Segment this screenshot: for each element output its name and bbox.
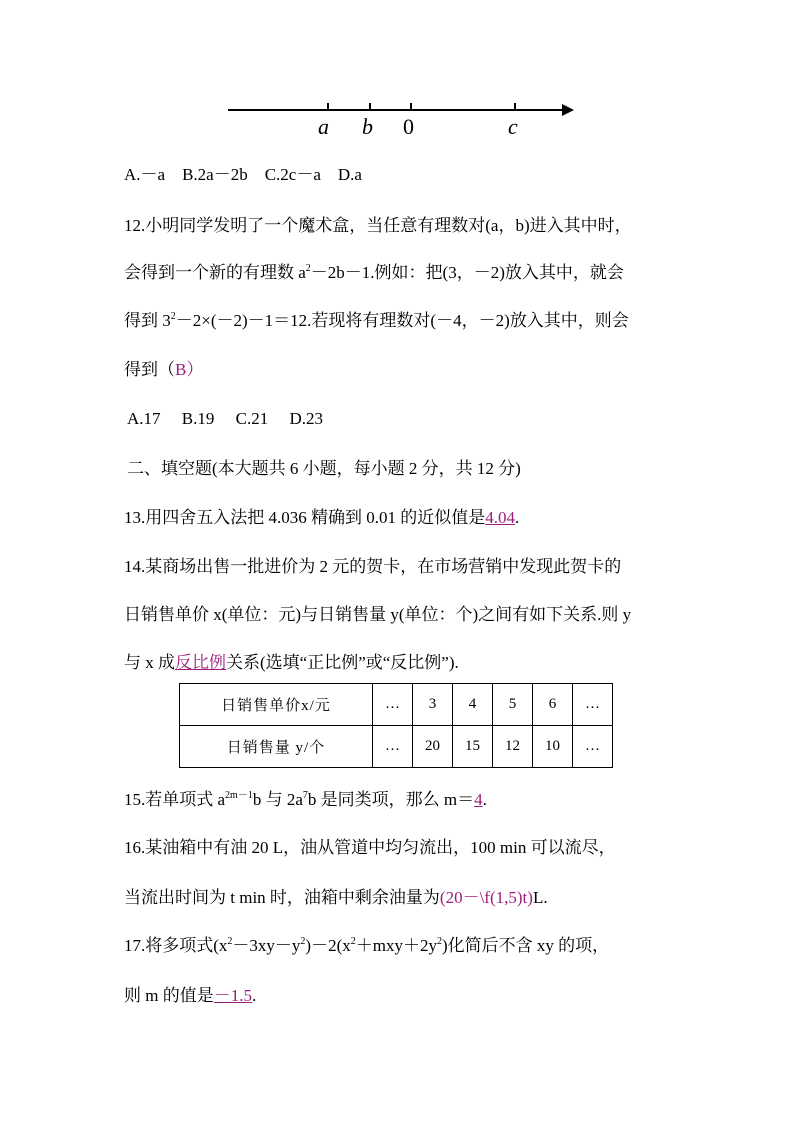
q15-sup2: 7 [302,790,308,801]
section2-heading: 二、填空题(本大题共 6 小题，每小题 2 分，共 12 分) [127,459,521,478]
table-cell: 5 [493,684,533,726]
q12-line3-pre: 得到 3 [124,311,171,330]
q13-post: . [515,508,520,527]
q17-sup-a: 2 [227,936,233,947]
number-line [0,0,794,150]
q12-line1: 12.小明同学发明了一个魔术盒，当任意有理数对(a，b)进入其中时， [124,216,632,235]
price-sales-table [179,683,613,768]
row-header-price: 日销售单价x/元 [180,684,373,726]
number-line-arrow [562,104,574,116]
table-row [180,684,613,726]
table-cell: 15 [453,726,493,768]
q12-line4-post: ） [186,360,204,379]
table-cell: 20 [413,726,453,768]
q17-line1 [124,931,609,956]
q17-part-d: ＋mxy＋2y [355,936,437,955]
q14-line3-post: 关系(选填“正比例”或“反比例”). [226,653,459,672]
q15-mid2: b 是同类项，那么 m＝ [307,790,475,809]
q16-line1: 16.某油箱中有油 20 L，油从管道中均匀流出，100 min 可以流尽， [124,838,616,857]
q15-sup1: 2m－1 [225,790,253,801]
label-b: b [362,114,373,139]
table-cell: 12 [493,726,533,768]
q14-line3-pre: 与 x 成 [124,653,175,672]
q15-answer: 4 [474,790,483,809]
label-c: c [508,114,518,139]
q15-mid: b 与 2a [252,790,303,809]
q17-part-b: －3xy－y [232,936,301,955]
q15 [124,785,487,810]
q14-line3 [124,648,459,673]
q16-line2-pre: 当流出时间为 t min 时，油箱中剩余油量为 [124,888,440,907]
q12-line3 [124,306,629,331]
q17-line2-pre: 则 m 的值是 [124,986,214,1005]
q14-line1: 14.某商场出售一批进价为 2 元的贺卡，在市场营销中发现此贺卡的 [124,557,622,576]
q17-line2 [124,981,256,1006]
q17-part-a: 17.将多项式(x [124,936,228,955]
q14-answer: 反比例 [175,653,226,672]
q12-line2-pre: 会得到一个新的有理数 a [124,263,306,282]
q14-line2: 日销售单价 x(单位：元)与日销售量 y(单位：个)之间有如下关系.则 y [124,605,632,624]
q12-line2-post: －2b－1.例如：把(3，－2)放入其中，就会 [310,263,624,282]
q12-line4-pre: 得到（ [124,360,175,379]
q17-answer: －1.5 [213,986,252,1005]
table-row [180,726,613,768]
table-cell: … [573,726,613,768]
table-cell: … [373,684,413,726]
q12-line2-sup: 2 [305,263,311,274]
q17-sup-d: 2 [436,936,442,947]
table-cell: 6 [533,684,573,726]
q17-sup-c: 2 [350,936,356,947]
q12-line4 [124,355,203,380]
q13 [124,503,519,528]
q11-options: A.－a B.2a－2b C.2c－a D.a [124,165,362,184]
table-cell: … [373,726,413,768]
table-cell: 3 [413,684,453,726]
q16-line2-post: L. [532,888,548,907]
q12-line3-post: －2×(－2)－1＝12.若现将有理数对(－4，－2)放入其中，则会 [175,311,629,330]
q17-part-e: )化简后不含 xy 的项， [441,936,610,955]
q17-line2-post: . [251,986,257,1005]
table-cell: … [573,684,613,726]
q15-pre: 15.若单项式 a [124,790,226,809]
q12-line2 [124,258,624,283]
q13-text: 13.用四舍五入法把 4.036 精确到 0.01 的近似值是 [124,508,486,527]
q12-options: A.17 B.19 C.21 D.23 [127,409,323,428]
q16-line2 [124,883,548,908]
row-header-volume: 日销售量 y/个 [180,726,373,768]
label-0: 0 [403,114,414,139]
table-cell: 4 [453,684,493,726]
q15-post: . [482,790,487,809]
q13-answer: 4.04 [485,508,515,527]
label-a: a [318,114,329,139]
q12-answer: B [175,360,187,379]
q17-sup-b: 2 [300,936,306,947]
q16-answer: (20－\f(1,5)t) [439,888,533,907]
q12-line3-sup: 2 [170,311,176,322]
q17-part-c: )－2(x [305,936,351,955]
table-cell: 10 [533,726,573,768]
